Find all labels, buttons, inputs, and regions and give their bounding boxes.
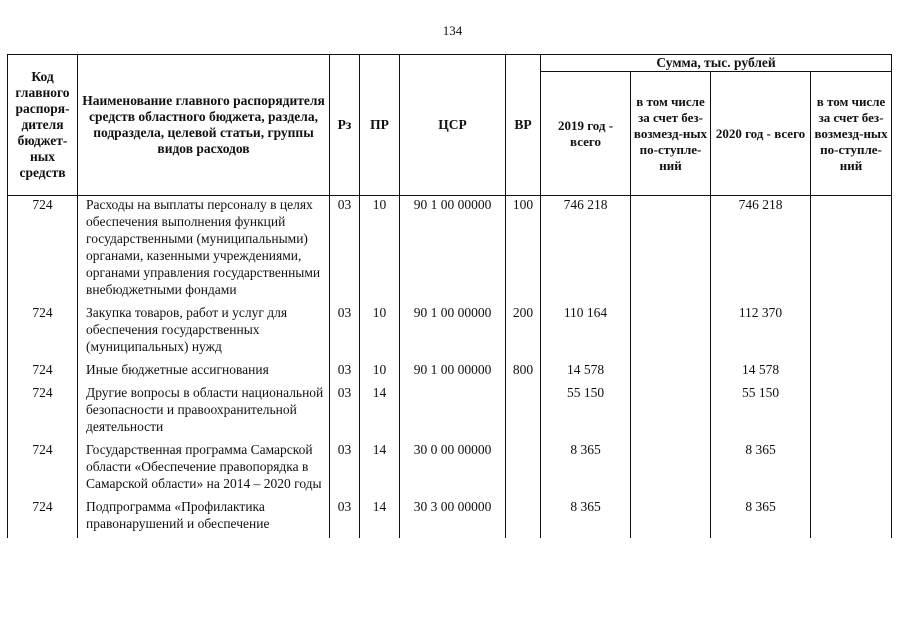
cell-csr: 90 1 00 00000 xyxy=(400,304,506,361)
cell-2020-total: 55 150 xyxy=(711,384,811,441)
cell-vr: 200 xyxy=(506,304,541,361)
budget-table xyxy=(7,54,892,538)
cell-2020-total: 112 370 xyxy=(711,304,811,361)
cell-2019-free xyxy=(631,361,711,384)
cell-2019-total: 746 218 xyxy=(541,196,631,305)
cell-code: 724 xyxy=(8,384,78,441)
cell-2020-free xyxy=(811,196,892,305)
cell-2020-total: 746 218 xyxy=(711,196,811,305)
cell-code: 724 xyxy=(8,361,78,384)
table-row xyxy=(8,361,892,384)
header-2019-total: 2019 год - всего xyxy=(541,72,631,196)
cell-code: 724 xyxy=(8,498,78,538)
cell-rz: 03 xyxy=(330,498,360,538)
cell-rz: 03 xyxy=(330,196,360,305)
cell-name: Государственная программа Самарской области «Обеспечение правопорядка в Самарской области» на 2014 – 2020 годы xyxy=(78,441,330,498)
cell-vr xyxy=(506,384,541,441)
cell-pr: 10 xyxy=(360,304,400,361)
cell-2020-total: 8 365 xyxy=(711,441,811,498)
cell-2019-total: 55 150 xyxy=(541,384,631,441)
cell-2020-free xyxy=(811,384,892,441)
header-2020-total: 2020 год - всего xyxy=(711,72,811,196)
header-2019-free: в том числе за счет без-возмезд-ных по-ступле-ний xyxy=(631,72,711,196)
cell-rz: 03 xyxy=(330,384,360,441)
cell-rz: 03 xyxy=(330,304,360,361)
cell-2019-free xyxy=(631,384,711,441)
cell-code: 724 xyxy=(8,304,78,361)
cell-csr: 30 0 00 00000 xyxy=(400,441,506,498)
header-rz: Рз xyxy=(330,55,360,196)
page-number: 134 xyxy=(442,23,463,38)
header-vr: ВР xyxy=(506,55,541,196)
cell-name: Расходы на выплаты персоналу в целях обеспечения выполнения функций государственными (муниципальными) органами, казенными учреждениями, органами управления государственными внебюджетными фондами xyxy=(78,196,330,305)
header-name: Наименование главного распорядителя средств областного бюджета, раздела, подраздела, целевой статьи, группы видов расходов xyxy=(78,55,330,196)
cell-pr: 14 xyxy=(360,441,400,498)
cell-vr xyxy=(506,498,541,538)
cell-2019-free xyxy=(631,196,711,305)
cell-csr: 30 3 00 00000 xyxy=(400,498,506,538)
table-header xyxy=(8,55,892,196)
header-code: Код главного распоря-дителя бюджет-ных средств xyxy=(8,55,78,196)
cell-2020-free xyxy=(811,498,892,538)
cell-2020-total: 14 578 xyxy=(711,361,811,384)
cell-csr: 90 1 00 00000 xyxy=(400,361,506,384)
cell-pr: 14 xyxy=(360,384,400,441)
cell-2019-total: 8 365 xyxy=(541,498,631,538)
cell-csr: 90 1 00 00000 xyxy=(400,196,506,305)
table-row xyxy=(8,498,892,538)
header-sum-group: Сумма, тыс. рублей xyxy=(541,55,892,72)
cell-name: Другие вопросы в области национальной безопасности и правоохранительной деятельности xyxy=(78,384,330,441)
cell-2020-free xyxy=(811,441,892,498)
cell-pr: 14 xyxy=(360,498,400,538)
cell-name: Подпрограмма «Профилактика правонарушений и обеспечение xyxy=(78,498,330,538)
cell-code: 724 xyxy=(8,441,78,498)
header-2020-free: в том числе за счет без-возмезд-ных по-ступле-ний xyxy=(811,72,892,196)
cell-2019-free xyxy=(631,304,711,361)
cell-vr: 100 xyxy=(506,196,541,305)
table-row xyxy=(8,304,892,361)
cell-name: Закупка товаров, работ и услуг для обеспечения государственных (муниципальных) нужд xyxy=(78,304,330,361)
table-body xyxy=(8,196,892,539)
table-row xyxy=(8,196,892,305)
cell-2019-total: 110 164 xyxy=(541,304,631,361)
cell-vr xyxy=(506,441,541,498)
table-row xyxy=(8,384,892,441)
header-csr: ЦСР xyxy=(400,55,506,196)
cell-2020-total: 8 365 xyxy=(711,498,811,538)
cell-2019-free xyxy=(631,441,711,498)
cell-csr xyxy=(400,384,506,441)
cell-code: 724 xyxy=(8,196,78,305)
cell-2019-free xyxy=(631,498,711,538)
cell-2020-free xyxy=(811,361,892,384)
table-row xyxy=(8,441,892,498)
cell-2019-total: 8 365 xyxy=(541,441,631,498)
cell-vr: 800 xyxy=(506,361,541,384)
cell-rz: 03 xyxy=(330,361,360,384)
cell-rz: 03 xyxy=(330,441,360,498)
cell-pr: 10 xyxy=(360,361,400,384)
cell-2020-free xyxy=(811,304,892,361)
header-pr: ПР xyxy=(360,55,400,196)
cell-pr: 10 xyxy=(360,196,400,305)
cell-name: Иные бюджетные ассигнования xyxy=(78,361,330,384)
cell-2019-total: 14 578 xyxy=(541,361,631,384)
